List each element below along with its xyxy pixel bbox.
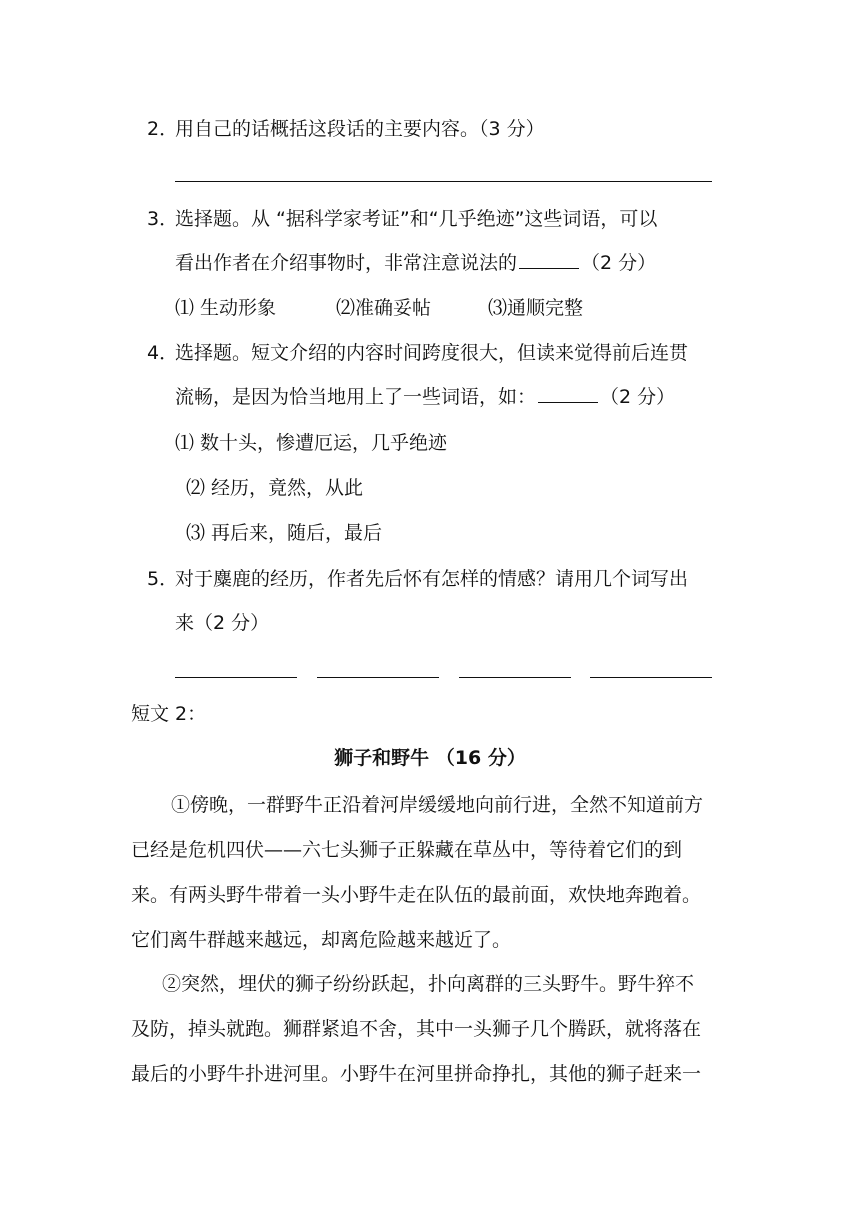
question-4-option-3: ⑶ 再后来，随后，最后 <box>186 522 383 544</box>
question-4-option-1: ⑴ 数十头，惨遭厄运，几乎绝迹 <box>175 432 448 454</box>
question-4-answer-blank[interactable] <box>538 384 598 403</box>
question-3-text-line-2: 看出作者在介绍事物时，非常注意说法的 <box>175 252 518 274</box>
question-5-answer-line-1[interactable] <box>175 677 297 678</box>
question-5-number: 5． <box>147 568 179 590</box>
question-4-line-1 <box>147 340 688 366</box>
question-3-answer-blank[interactable] <box>519 250 579 269</box>
question-4-text-line-1: 选择题。短文介绍的内容时间跨度很大，但读来觉得前后连贯 <box>175 342 689 364</box>
question-5-line-2: 来（2 分） <box>175 612 270 634</box>
passage-2-line-1: ①傍晚，一群野牛正沿着河岸缓缓地向前行进，全然不知道前方 <box>171 794 704 816</box>
question-5-answer-line-4[interactable] <box>590 677 712 678</box>
passage-2-line-6: 及防，掉头就跑。狮群紧追不舍，其中一头狮子几个腾跃，就将落在 <box>131 1018 702 1040</box>
question-4-option-2: ⑵ 经历，竟然，从此 <box>186 477 364 499</box>
question-2-number: 2． <box>147 118 179 140</box>
question-2 <box>147 116 545 142</box>
question-5-line-1 <box>147 566 688 592</box>
question-3-number: 3． <box>147 208 179 230</box>
question-4-number: 4． <box>147 342 179 364</box>
question-4-text-line-2: 流畅，是因为恰当地用上了一些词语，如： <box>175 386 537 408</box>
passage-2-line-4: 它们离牛群越来越远，却离危险越来越近了。 <box>131 929 512 951</box>
question-3-line-2 <box>175 250 656 276</box>
question-2-text: 用自己的话概括这段话的主要内容。（3 分） <box>175 118 545 140</box>
passage-2-title: 狮子和野牛 （16 分） <box>334 747 526 769</box>
question-3-text-line-1: 选择题。从 “据科学家考证”和“几乎绝迹”这些词语，可以 <box>175 208 658 230</box>
question-4-score: （2 分） <box>600 386 676 408</box>
question-5-text-line-1: 对于麋鹿的经历，作者先后怀有怎样的情感？请用几个词写出 <box>175 568 689 590</box>
question-5-answer-line-3[interactable] <box>459 677 571 678</box>
question-3-option-1: ⑴ 生动形象 <box>175 297 277 319</box>
passage-2-line-7: 最后的小野牛扑进河里。小野牛在河里拼命挣扎，其他的狮子赶来一 <box>131 1063 702 1085</box>
passage-2-line-5: ②突然，埋伏的狮子纷纷跃起，扑向离群的三头野牛。野牛猝不 <box>162 973 695 995</box>
question-3-option-3: ⑶通顺完整 <box>488 297 584 319</box>
passage-2-line-3: 来。有两头野牛带着一头小野牛走在队伍的最前面，欢快地奔跑着。 <box>131 884 702 906</box>
passage-2-line-2: 已经是危机四伏——六七头狮子正躲藏在草丛中，等待着它们的到 <box>131 839 683 861</box>
question-3-score: （2 分） <box>581 252 657 274</box>
question-5-answer-line-2[interactable] <box>317 677 439 678</box>
question-3-line-1 <box>147 206 657 232</box>
passage-2-heading: 短文 2： <box>131 703 207 725</box>
question-3-option-2: ⑵准确妥帖 <box>336 297 432 319</box>
question-2-answer-line[interactable] <box>175 181 712 182</box>
question-4-line-2 <box>175 384 675 410</box>
